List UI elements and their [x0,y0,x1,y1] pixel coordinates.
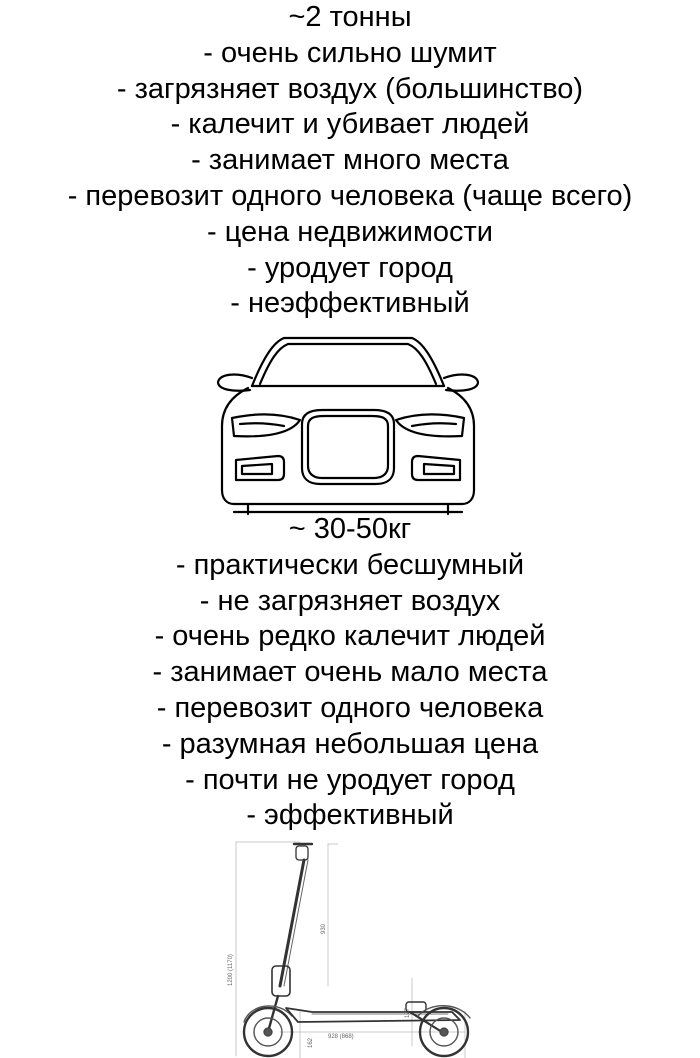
car-point: - уродует город [247,251,453,284]
car-front-outline-icon [212,328,484,518]
dimension-handlebar-height-label: 930 [321,923,327,934]
car-point: - калечит и убивает людей [170,108,530,141]
scooter-point: - эффективный [246,799,454,832]
dimension-wheel-clearance-label: 162 [308,1037,314,1048]
car-point: - загрязняет воздух (большинство) [116,72,584,105]
scooter-point: - практически бесшумный [175,548,525,581]
car-point: - цена недвижимости [206,215,493,248]
car-weight: ~2 тонны [288,1,412,33]
scooter-point: - занимает очень мало места [152,656,548,689]
car-point: - занимает много места [191,144,509,177]
scooter-point: - разумная небольшая цена [161,727,539,760]
scooter-point: - почти не уродует город [185,763,515,796]
car-text-block [0,0,700,322]
scooter-weight: ~ 30-50кг [288,513,412,545]
dimension-length-label: 928 (868) [328,1034,354,1040]
electric-scooter-icon [220,836,490,1058]
scooter-text-block [0,512,700,834]
car-point: - очень сильно шумит [203,36,497,69]
car-point: - неэффективный [230,287,470,320]
scooter-point: - перевозит одного человека [156,691,544,724]
scooter-point: - очень редко калечит людей [154,620,546,653]
scooter-point: - не загрязняет воздух [199,584,501,617]
dimension-deck-height-label: 177 [405,1007,411,1018]
car-point: - перевозит одного человека (чаще всего) [67,179,633,212]
dimension-height-total-label: 1200 (1170) [228,954,234,986]
